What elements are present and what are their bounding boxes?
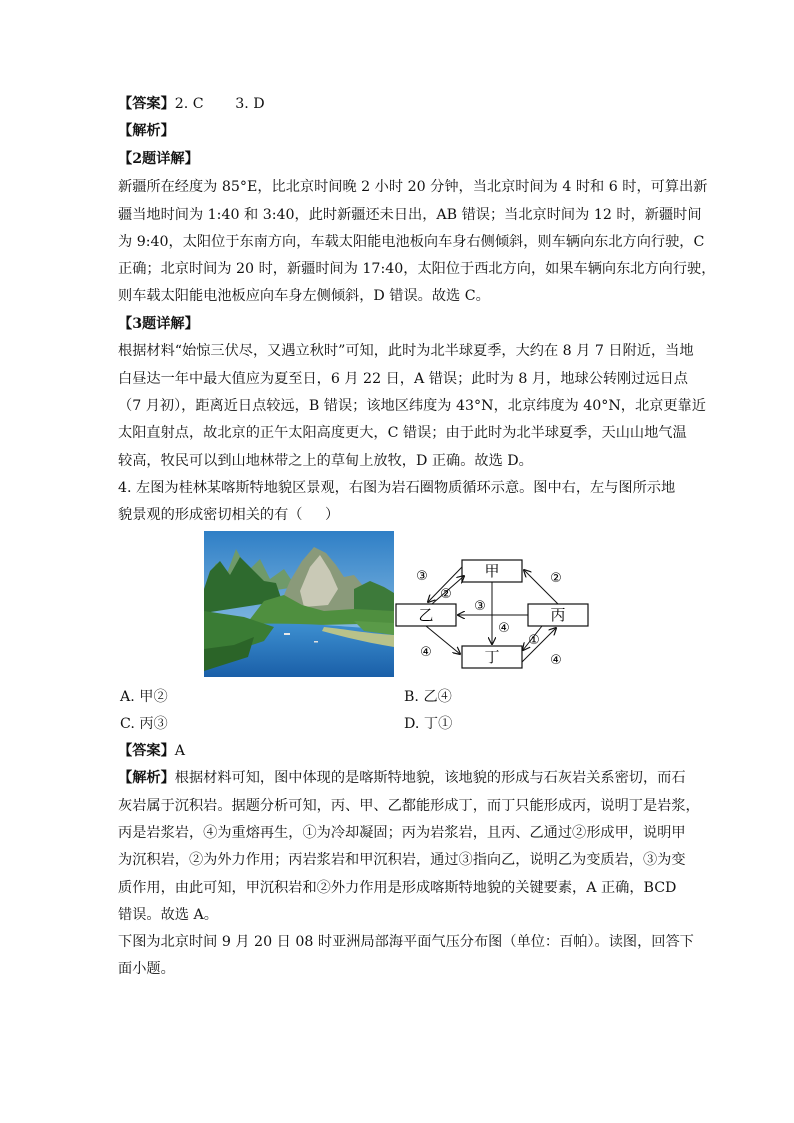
- q4-analysis-line: 错误。故选 A。: [118, 907, 218, 923]
- q2-text-line: 疆当地时间为 1:40 和 3:40，此时新疆还未日出，AB 错误；当北京时间为 12 时，新疆时间: [118, 207, 702, 223]
- q2-text-line: 为 9:40，太阳位于东南方向，车载太阳能电池板向车身右侧倾斜，则车辆向东北方向行驶，C: [118, 234, 705, 250]
- label-two: ②: [440, 587, 452, 602]
- q2-text-line: 正确；北京时间为 20 时，新疆时间为 17:40，太阳位于西北方向，如果车辆向东北方向行驶，: [118, 261, 716, 277]
- q4-stem-line: 4. 左图为桂林某喀斯特地貌区景观，右图为岩石圈物质循环示意。图中右，左与图所示地: [118, 480, 676, 496]
- answer-label: 【答案】: [118, 96, 175, 112]
- option-d: D. 丁①: [404, 716, 453, 732]
- q4-analysis-line: [118, 767, 686, 789]
- q4-analysis-line: 质作用，由此可知，甲沉积岩和②外力作用是形成喀斯特地貌的关键要素，A 正确，BCD: [118, 880, 677, 896]
- node-bing: 丙: [550, 606, 566, 624]
- q2-text-line: 新疆所在经度为 85°E，比北京时间晚 2 小时 20 分钟，当北京时间为 4 时和 6 时，可算出新: [118, 179, 708, 195]
- rock-cycle-diagram: [392, 550, 592, 680]
- answer-text: 2. C 3. D: [174, 96, 265, 112]
- label-four: ④: [420, 645, 432, 660]
- analysis-header: 【解析】: [118, 123, 175, 139]
- next-question-intro: 下图为北京时间 9 月 20 日 08 时亚洲局部海平面气压分布图（单位：百帕）。读图，回答下: [118, 934, 694, 950]
- node-yi: 乙: [418, 606, 434, 624]
- answer-line-q2-q3: [118, 93, 265, 115]
- label-three: ③: [474, 599, 486, 614]
- label-four: ④: [550, 653, 562, 668]
- node-jia: 甲: [484, 562, 500, 580]
- q3-detail-header: 【3题详解】: [118, 316, 199, 332]
- q4-analysis-line: 灰岩属于沉积岩。据题分析可知，丙、甲、乙都能形成丁，而丁只能形成丙，说明丁是岩浆，: [118, 798, 700, 814]
- q3-text-line: 较高，牧民可以到山地林带之上的草甸上放牧，D 正确。故选 D。: [118, 453, 533, 469]
- q3-text-line: 根据材料“始惊三伏尽，又遇立秋时”可知，此时为北半球夏季，大约在 8 月 7 日附近，当地: [118, 343, 694, 359]
- answer-line-q4: [118, 740, 185, 762]
- next-question-intro: 面小题。: [118, 961, 175, 977]
- karst-landscape-photo: [204, 531, 394, 677]
- option-a: A. 甲②: [120, 689, 168, 705]
- q3-text-line: （7 月初），距离近日点较远，B 错误；该地区纬度为 43°N，北京纬度为 40°N，北京更靠近: [118, 398, 706, 414]
- q4-analysis-line: 丙是岩浆岩，④为重熔再生，①为冷却凝固；丙为岩浆岩，且丙、乙通过②形成甲，说明甲: [118, 825, 686, 841]
- q2-detail-header: 【2题详解】: [118, 151, 199, 167]
- analysis-label: 【解析】: [118, 770, 175, 786]
- label-three: ③: [416, 569, 428, 584]
- answer-label: 【答案】: [118, 743, 175, 759]
- q3-text-line: 白昼达一年中最大值应为夏至日，6 月 22 日，A 错误；此时为 8 月，地球公转刚过远日点: [118, 371, 688, 387]
- option-b: B. 乙④: [404, 689, 452, 705]
- label-two: ②: [550, 571, 562, 586]
- answer-text: A: [174, 743, 186, 759]
- q4-analysis-line: 为沉积岩，②为外力作用；丙岩浆岩和甲沉积岩，通过③指向乙，说明乙为变质岩，③为变: [118, 852, 686, 868]
- option-c: C. 丙③: [120, 716, 168, 732]
- label-one: ①: [528, 633, 540, 648]
- q2-text-line: 则车载太阳能电池板应向车身左侧倾斜，D 错误。故选 C。: [118, 288, 490, 304]
- analysis-text: 根据材料可知，图中体现的是喀斯特地貌，该地貌的形成与石灰岩关系密切，而石: [174, 770, 686, 786]
- q4-stem-line: 貌景观的形成密切相关的有（ ）: [118, 507, 340, 523]
- label-four: ④: [498, 621, 510, 636]
- node-ding: 丁: [484, 648, 500, 666]
- q3-text-line: 太阳直射点，故北京的正午太阳高度更大，C 错误；由于此时为北半球夏季，天山山地气温: [118, 425, 687, 441]
